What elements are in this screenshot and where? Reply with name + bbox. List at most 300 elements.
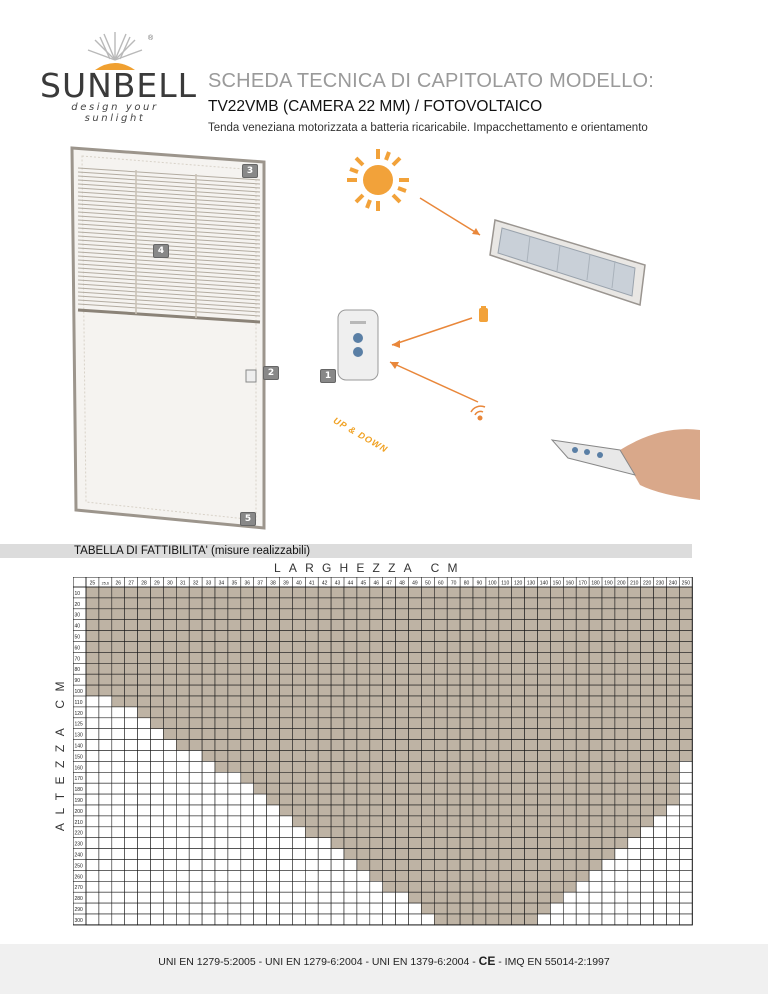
grid-cell-not-feasible (241, 816, 254, 827)
grid-cell-not-feasible (318, 860, 331, 871)
grid-cell-feasible (512, 740, 525, 751)
grid-cell-feasible (305, 707, 318, 718)
grid-cell-not-feasible (679, 827, 692, 838)
grid-cell-feasible (434, 663, 447, 674)
grid-cell-feasible (396, 674, 409, 685)
grid-cell-feasible (421, 620, 434, 631)
grid-cell-not-feasible (357, 892, 370, 903)
width-tick-label: 47 (386, 580, 392, 587)
grid-cell-not-feasible (86, 914, 99, 925)
width-tick-label: 150 (552, 580, 562, 587)
grid-cell-not-feasible (292, 860, 305, 871)
width-tick-label: 36 (244, 580, 251, 587)
height-tick-label: 80 (74, 667, 81, 674)
grid-cell-feasible (421, 696, 434, 707)
height-tick-label: 110 (74, 699, 83, 706)
grid-cell-not-feasible (280, 870, 293, 881)
width-tick-label: 26 (115, 580, 122, 587)
grid-cell-feasible (344, 663, 357, 674)
grid-cell-feasible (421, 631, 434, 642)
grid-cell-feasible (280, 663, 293, 674)
grid-cell-feasible (538, 794, 551, 805)
grid-cell-feasible (331, 663, 344, 674)
width-tick-label: 41 (308, 580, 315, 587)
grid-cell-not-feasible (667, 805, 680, 816)
grid-cell-not-feasible (99, 718, 112, 729)
grid-cell-not-feasible (654, 838, 667, 849)
grid-cell-feasible (460, 663, 473, 674)
grid-cell-not-feasible (99, 707, 112, 718)
grid-cell-not-feasible (86, 849, 99, 860)
grid-cell-not-feasible (280, 860, 293, 871)
grid-cell-feasible (434, 740, 447, 751)
grid-cell-not-feasible (86, 794, 99, 805)
grid-cell-feasible (512, 718, 525, 729)
grid-cell-not-feasible (654, 914, 667, 925)
grid-cell-feasible (151, 718, 164, 729)
grid-cell-feasible (202, 707, 215, 718)
grid-cell-feasible (409, 805, 422, 816)
grid-cell-not-feasible (331, 914, 344, 925)
grid-cell-feasible (512, 761, 525, 772)
grid-cell-not-feasible (667, 816, 680, 827)
height-tick-label: 160 (74, 765, 83, 772)
grid-cell-not-feasible (176, 805, 189, 816)
grid-cell-feasible (434, 870, 447, 881)
grid-cell-feasible (125, 631, 138, 642)
grid-cell-not-feasible (292, 892, 305, 903)
grid-cell-feasible (215, 718, 228, 729)
grid-cell-not-feasible (99, 729, 112, 740)
width-tick-label: 48 (399, 580, 405, 587)
grid-cell-feasible (254, 674, 267, 685)
grid-cell-feasible (409, 685, 422, 696)
grid-cell-feasible (654, 620, 667, 631)
grid-cell-feasible (138, 598, 151, 609)
grid-cell-feasible (434, 751, 447, 762)
grid-cell-not-feasible (176, 860, 189, 871)
grid-cell-feasible (409, 881, 422, 892)
grid-cell-feasible (525, 892, 538, 903)
grid-cell-feasible (563, 751, 576, 762)
grid-cell-feasible (641, 663, 654, 674)
grid-cell-feasible (589, 816, 602, 827)
grid-cell-feasible (292, 631, 305, 642)
grid-cell-feasible (370, 707, 383, 718)
grid-cell-feasible (602, 816, 615, 827)
grid-cell-feasible (163, 685, 176, 696)
grid-cell-feasible (189, 674, 202, 685)
grid-cell-feasible (331, 761, 344, 772)
grid-cell-not-feasible (176, 827, 189, 838)
grid-cell-not-feasible (383, 892, 396, 903)
grid-cell-feasible (280, 696, 293, 707)
grid-cell-not-feasible (228, 772, 241, 783)
grid-cell-not-feasible (254, 827, 267, 838)
grid-cell-feasible (550, 772, 563, 783)
grid-cell-feasible (589, 609, 602, 620)
grid-cell-feasible (305, 751, 318, 762)
grid-cell-feasible (447, 652, 460, 663)
grid-cell-not-feasible (679, 838, 692, 849)
grid-cell-not-feasible (280, 827, 293, 838)
grid-cell-not-feasible (641, 914, 654, 925)
grid-cell-not-feasible (215, 827, 228, 838)
grid-cell-not-feasible (86, 729, 99, 740)
grid-cell-feasible (176, 718, 189, 729)
grid-cell-feasible (228, 598, 241, 609)
grid-cell-feasible (667, 598, 680, 609)
grid-cell-feasible (499, 729, 512, 740)
grid-cell-feasible (357, 663, 370, 674)
grid-cell-not-feasible (267, 870, 280, 881)
grid-cell-not-feasible (641, 849, 654, 860)
grid-cell-feasible (344, 696, 357, 707)
grid-cell-not-feasible (202, 892, 215, 903)
grid-cell-not-feasible (318, 914, 331, 925)
grid-cell-feasible (409, 860, 422, 871)
grid-cell-feasible (163, 631, 176, 642)
grid-cell-feasible (421, 849, 434, 860)
grid-cell-feasible (447, 707, 460, 718)
width-tick-label: 49 (412, 580, 418, 587)
grid-cell-feasible (525, 914, 538, 925)
callout-5: 5 (240, 512, 256, 526)
grid-cell-feasible (641, 772, 654, 783)
grid-cell-feasible (615, 827, 628, 838)
grid-cell-feasible (434, 903, 447, 914)
grid-cell-feasible (228, 663, 241, 674)
grid-cell-feasible (576, 816, 589, 827)
grid-cell-feasible (409, 740, 422, 751)
grid-cell-feasible (615, 740, 628, 751)
grid-cell-feasible (486, 772, 499, 783)
grid-cell-feasible (370, 609, 383, 620)
grid-cell-feasible (202, 674, 215, 685)
grid-cell-not-feasible (667, 838, 680, 849)
grid-cell-feasible (241, 718, 254, 729)
grid-cell-feasible (383, 620, 396, 631)
grid-cell-feasible (305, 740, 318, 751)
grid-cell-not-feasible (228, 914, 241, 925)
grid-cell-not-feasible (151, 816, 164, 827)
grid-cell-feasible (576, 642, 589, 653)
grid-cell-feasible (576, 783, 589, 794)
grid-cell-feasible (396, 805, 409, 816)
grid-cell-feasible (460, 892, 473, 903)
grid-cell-feasible (357, 751, 370, 762)
grid-cell-feasible (641, 696, 654, 707)
grid-cell-feasible (563, 805, 576, 816)
grid-cell-feasible (512, 805, 525, 816)
grid-cell-feasible (421, 772, 434, 783)
grid-cell-feasible (499, 761, 512, 772)
grid-cell-not-feasible (318, 881, 331, 892)
grid-cell-feasible (396, 642, 409, 653)
grid-cell-feasible (383, 827, 396, 838)
grid-cell-feasible (667, 696, 680, 707)
grid-cell-feasible (357, 620, 370, 631)
grid-cell-feasible (486, 696, 499, 707)
grid-cell-feasible (628, 740, 641, 751)
grid-cell-feasible (538, 870, 551, 881)
height-tick-label: 250 (74, 863, 83, 870)
grid-cell-not-feasible (331, 881, 344, 892)
grid-cell-feasible (292, 598, 305, 609)
grid-cell-feasible (486, 631, 499, 642)
grid-cell-feasible (589, 729, 602, 740)
grid-cell-not-feasible (176, 849, 189, 860)
grid-cell-feasible (434, 827, 447, 838)
grid-cell-not-feasible (654, 827, 667, 838)
height-tick-label: 190 (74, 798, 83, 804)
grid-cell-not-feasible (99, 751, 112, 762)
width-tick-label: 40 (296, 580, 302, 587)
grid-cell-not-feasible (125, 860, 138, 871)
grid-cell-feasible (409, 772, 422, 783)
grid-cell-feasible (538, 652, 551, 663)
grid-cell-feasible (667, 740, 680, 751)
grid-cell-feasible (473, 881, 486, 892)
width-tick-label: 110 (501, 580, 510, 587)
grid-cell-feasible (292, 740, 305, 751)
grid-cell-feasible (641, 761, 654, 772)
grid-cell-feasible (641, 816, 654, 827)
grid-cell-not-feasible (163, 805, 176, 816)
callout-4: 4 (153, 244, 169, 258)
width-tick-label: 90 (476, 580, 483, 587)
grid-cell-feasible (550, 642, 563, 653)
grid-cell-not-feasible (628, 892, 641, 903)
grid-cell-feasible (589, 620, 602, 631)
width-tick-label: 44 (347, 580, 354, 587)
grid-cell-not-feasible (254, 881, 267, 892)
grid-cell-feasible (641, 707, 654, 718)
grid-cell-not-feasible (409, 903, 422, 914)
height-tick-label: 280 (74, 896, 83, 903)
grid-cell-not-feasible (86, 827, 99, 838)
grid-cell-feasible (499, 609, 512, 620)
grid-cell-feasible (550, 652, 563, 663)
grid-cell-feasible (305, 642, 318, 653)
grid-cell-feasible (473, 914, 486, 925)
grid-cell-feasible (641, 631, 654, 642)
grid-cell-feasible (602, 652, 615, 663)
grid-cell-feasible (654, 761, 667, 772)
height-tick-label: 210 (74, 819, 83, 826)
grid-cell-feasible (434, 598, 447, 609)
grid-cell-feasible (576, 772, 589, 783)
grid-cell-feasible (447, 816, 460, 827)
grid-cell-feasible (460, 685, 473, 696)
grid-cell-feasible (370, 674, 383, 685)
grid-cell-feasible (305, 783, 318, 794)
grid-cell-feasible (112, 685, 125, 696)
grid-cell-feasible (473, 870, 486, 881)
grid-cell-feasible (331, 838, 344, 849)
grid-cell-feasible (473, 860, 486, 871)
grid-cell-feasible (525, 805, 538, 816)
grid-cell-feasible (267, 772, 280, 783)
grid-cell-not-feasible (344, 881, 357, 892)
grid-cell-feasible (525, 816, 538, 827)
grid-cell-feasible (202, 587, 215, 598)
grid-cell-feasible (654, 805, 667, 816)
grid-cell-feasible (615, 707, 628, 718)
grid-cell-feasible (512, 696, 525, 707)
grid-cell-feasible (641, 609, 654, 620)
grid-cell-feasible (628, 674, 641, 685)
grid-cell-not-feasible (576, 881, 589, 892)
grid-cell-feasible (138, 609, 151, 620)
grid-cell-feasible (563, 860, 576, 871)
grid-cell-not-feasible (679, 794, 692, 805)
grid-cell-feasible (550, 881, 563, 892)
grid-cell-feasible (434, 587, 447, 598)
grid-cell-feasible (383, 609, 396, 620)
grid-cell-not-feasible (370, 892, 383, 903)
grid-cell-feasible (267, 740, 280, 751)
width-tick-label: 170 (578, 580, 587, 587)
grid-cell-feasible (280, 729, 293, 740)
grid-cell-feasible (447, 892, 460, 903)
grid-cell-feasible (525, 903, 538, 914)
grid-cell-feasible (447, 674, 460, 685)
grid-cell-feasible (112, 663, 125, 674)
grid-cell-not-feasible (344, 892, 357, 903)
grid-cell-feasible (667, 663, 680, 674)
grid-cell-feasible (525, 849, 538, 860)
height-tick-label: 30 (74, 612, 81, 619)
grid-cell-feasible (550, 729, 563, 740)
grid-cell-feasible (550, 587, 563, 598)
grid-cell-feasible (499, 696, 512, 707)
grid-cell-feasible (421, 827, 434, 838)
grid-cell-feasible (318, 685, 331, 696)
grid-cell-feasible (654, 674, 667, 685)
grid-cell-feasible (112, 642, 125, 653)
ce-mark: CE (478, 954, 496, 968)
grid-cell-feasible (383, 751, 396, 762)
grid-cell-feasible (602, 849, 615, 860)
grid-cell-feasible (383, 816, 396, 827)
grid-cell-feasible (525, 751, 538, 762)
grid-cell-feasible (512, 881, 525, 892)
grid-cell-not-feasible (86, 751, 99, 762)
grid-cell-feasible (576, 794, 589, 805)
grid-cell-not-feasible (189, 881, 202, 892)
grid-cell-feasible (486, 642, 499, 653)
grid-cell-not-feasible (163, 783, 176, 794)
grid-cell-feasible (331, 696, 344, 707)
grid-cell-feasible (525, 783, 538, 794)
grid-cell-feasible (486, 620, 499, 631)
grid-cell-feasible (241, 609, 254, 620)
grid-cell-feasible (189, 652, 202, 663)
grid-cell-feasible (383, 674, 396, 685)
grid-cell-not-feasible (125, 838, 138, 849)
grid-cell-feasible (576, 696, 589, 707)
grid-cell-feasible (499, 903, 512, 914)
grid-cell-not-feasible (151, 740, 164, 751)
grid-cell-feasible (254, 696, 267, 707)
grid-cell-feasible (86, 609, 99, 620)
grid-cell-feasible (473, 892, 486, 903)
grid-cell-feasible (215, 587, 228, 598)
grid-cell-feasible (473, 849, 486, 860)
grid-cell-not-feasible (151, 772, 164, 783)
grid-cell-feasible (370, 685, 383, 696)
grid-cell-feasible (563, 838, 576, 849)
grid-cell-feasible (628, 761, 641, 772)
grid-cell-feasible (344, 652, 357, 663)
grid-cell-feasible (473, 663, 486, 674)
width-tick-label: 27 (128, 580, 134, 587)
grid-cell-not-feasible (267, 805, 280, 816)
grid-cell-not-feasible (125, 903, 138, 914)
grid-cell-feasible (176, 740, 189, 751)
imq-text: - IMQ EN 55014-2:1997 (495, 956, 610, 968)
grid-cell-feasible (589, 860, 602, 871)
grid-cell-feasible (434, 805, 447, 816)
grid-cell-feasible (292, 674, 305, 685)
grid-cell-feasible (641, 674, 654, 685)
grid-cell-not-feasible (125, 805, 138, 816)
grid-cell-feasible (409, 892, 422, 903)
grid-cell-not-feasible (112, 751, 125, 762)
grid-cell-feasible (525, 598, 538, 609)
grid-cell-feasible (202, 598, 215, 609)
grid-cell-feasible (383, 838, 396, 849)
grid-cell-feasible (512, 609, 525, 620)
grid-cell-not-feasible (125, 827, 138, 838)
grid-cell-not-feasible (99, 816, 112, 827)
grid-cell-not-feasible (151, 914, 164, 925)
grid-cell-feasible (344, 674, 357, 685)
grid-cell-feasible (576, 870, 589, 881)
grid-cell-feasible (396, 761, 409, 772)
height-tick-label: 20 (74, 601, 81, 608)
grid-cell-feasible (163, 674, 176, 685)
grid-cell-feasible (538, 631, 551, 642)
grid-cell-feasible (280, 794, 293, 805)
grid-cell-not-feasible (241, 860, 254, 871)
grid-cell-feasible (679, 696, 692, 707)
grid-cell-not-feasible (383, 914, 396, 925)
grid-cell-feasible (615, 663, 628, 674)
grid-cell-feasible (525, 674, 538, 685)
grid-cell-feasible (370, 642, 383, 653)
width-tick-label: 30 (167, 580, 173, 587)
grid-cell-not-feasible (254, 794, 267, 805)
grid-cell-feasible (151, 598, 164, 609)
grid-cell-not-feasible (112, 892, 125, 903)
grid-cell-feasible (215, 685, 228, 696)
grid-cell-not-feasible (189, 794, 202, 805)
brand-name: SUNBELL (40, 66, 198, 105)
width-tick-label: 45 (360, 580, 367, 587)
width-tick-label: 120 (513, 580, 523, 587)
grid-cell-not-feasible (254, 870, 267, 881)
grid-cell-not-feasible (86, 783, 99, 794)
grid-cell-not-feasible (267, 827, 280, 838)
grid-cell-feasible (228, 707, 241, 718)
grid-cell-feasible (550, 598, 563, 609)
grid-cell-not-feasible (628, 860, 641, 871)
grid-cell-feasible (667, 642, 680, 653)
grid-cell-not-feasible (176, 838, 189, 849)
grid-cell-feasible (421, 598, 434, 609)
